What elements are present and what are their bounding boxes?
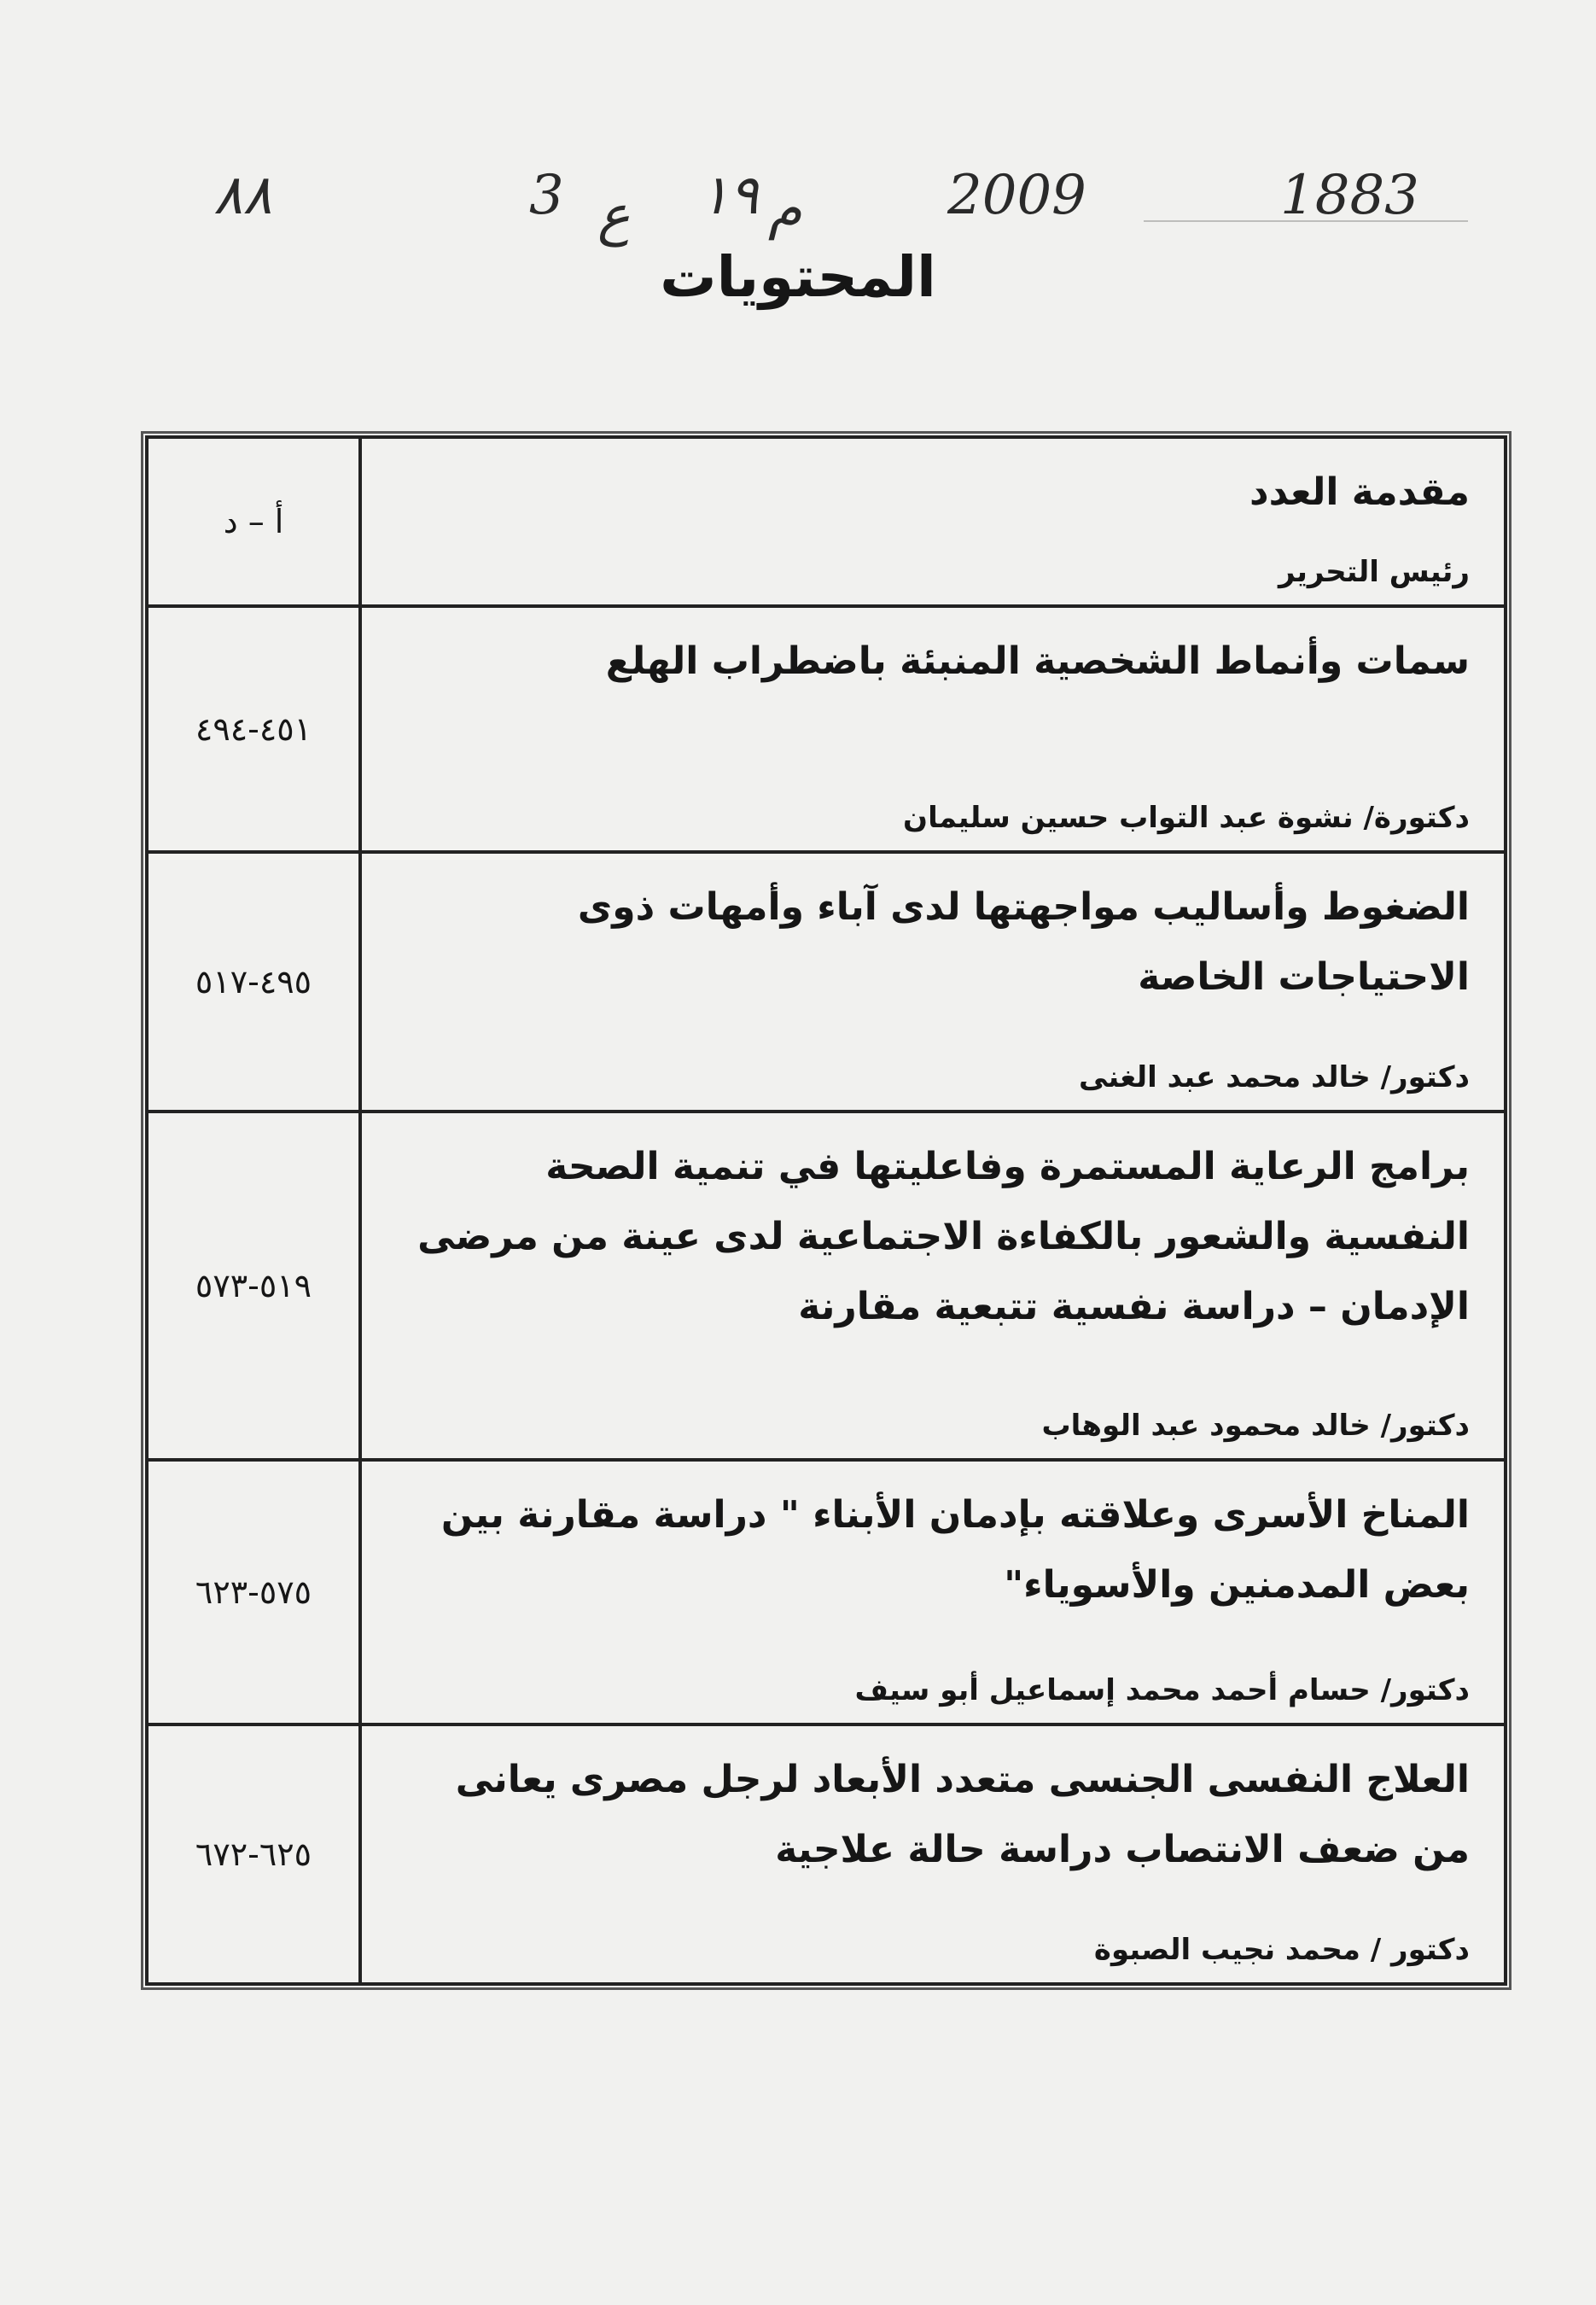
page-range: ٥١٩-٥٧٣	[195, 1267, 312, 1304]
handwritten-note: ١٩	[700, 164, 759, 227]
handwritten-note: ع	[597, 184, 631, 248]
entry-cell	[358, 1113, 1504, 1458]
entry-author: دكتور / محمد نجيب الصبوة	[1093, 1933, 1470, 1967]
handwritten-note: 3	[529, 164, 564, 227]
entry-author: دكتور/ خالد محمد عبد الغنى	[1078, 1060, 1470, 1094]
entry-cell	[358, 439, 1504, 604]
entry-cell	[358, 1462, 1504, 1723]
entry-cell	[358, 608, 1504, 850]
entry-title: برامج الرعاية المستمرة وفاعليتها في تنمية الصحة النفسية والشعور بالكفاءة الاجتماعية لدى عينة من مرضى الإدمان – دراسة نفسية تتبعية مقارنة	[417, 1145, 1470, 1328]
entry-author: دكتور/ حسام أحمد محمد إسماعيل أبو سيف	[854, 1673, 1470, 1707]
table-row	[149, 1462, 1504, 1726]
table-row	[149, 1726, 1504, 1982]
entry-author: دكتورة/ نشوة عبد التواب حسين سليمان	[903, 801, 1470, 835]
entry-author: دكتور/ خالد محمود عبد الوهاب	[1041, 1409, 1470, 1443]
entry-author: رئيس التحرير	[1279, 555, 1470, 589]
entry-title: مقدمة العدد	[1249, 470, 1470, 514]
divider	[1144, 220, 1468, 222]
table-row	[149, 439, 1504, 608]
entry-title: العلاج النفسى الجنسى متعدد الأبعاد لرجل مصرى يعانى من ضعف الانتصاب دراسة حالة علاجية	[455, 1758, 1470, 1871]
page-range: ٥٧٥-٦٢٣	[195, 1573, 312, 1611]
page-range: ٦٢٥-٦٧٢	[195, 1835, 312, 1873]
handwritten-note: 2009	[947, 164, 1086, 227]
entry-title: سمات وأنماط الشخصية المنبئة باضطراب الهلع	[605, 639, 1470, 683]
handwritten-note: م	[768, 178, 802, 241]
table-row	[149, 608, 1504, 854]
page-range: ٤٩٥-٥١٧	[195, 963, 312, 1001]
page-range: ٤٥١-٤٩٤	[195, 710, 312, 748]
table-row	[149, 1113, 1504, 1462]
contents-table	[145, 435, 1507, 1986]
page-title: المحتويات	[660, 244, 936, 310]
entry-title: الضغوط وأساليب مواجهتها لدى آباء وأمهات ذوى الاحتياجات الخاصة	[577, 885, 1470, 999]
entry-cell	[358, 854, 1504, 1110]
entry-title: المناخ الأسرى وعلاقته بإدمان الأبناء " دراسة مقارنة بين بعض المدمنين والأسوياء"	[440, 1493, 1470, 1607]
page-range: أ – د	[223, 503, 284, 540]
handwritten-note: 1883	[1280, 164, 1419, 227]
entry-cell	[358, 1726, 1504, 1982]
handwritten-note: ٨٨	[213, 164, 272, 227]
table-row	[149, 854, 1504, 1113]
